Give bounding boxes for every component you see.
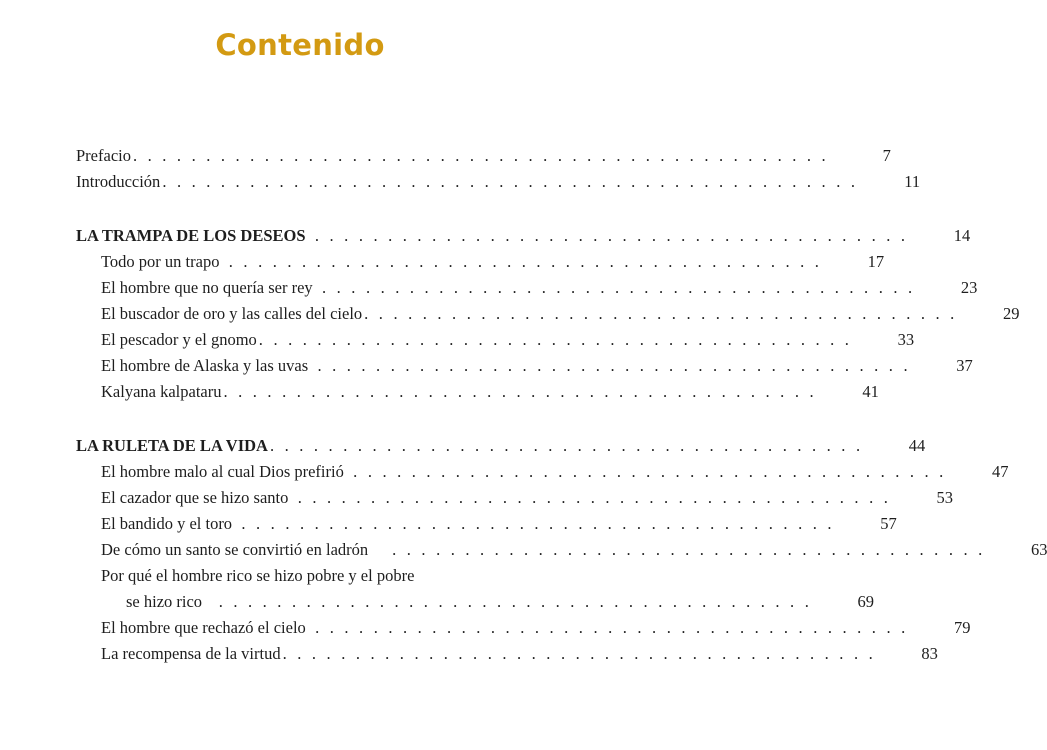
page-title: Contenido [215,28,385,62]
toc-part-page: 44 [908,436,926,455]
toc-entry[interactable] [76,249,885,275]
leader-dots: . . . . . . . . . . . . . . . . . . . . . . . . . . . . . . . . . . . . . . . . . [364,304,958,323]
toc-entry-page: 23 [960,278,978,297]
toc-entry-label: El cazador que se hizo santo [101,488,289,507]
leader-dots: . . . . . . . . . . . . . . . . . . . . . . . . . . . . . . . . . . . . . . . . . [345,462,947,481]
toc-entry-introduccion[interactable] [76,169,921,195]
leader-dots: . . . . . . . . . . . . . . . . . . . . . . . . . . . . . . . . . . . . . . . . . [310,356,911,375]
leader-dots: . . . . . . . . . . . . . . . . . . . . . . . . . . . . . . . . . . . . . . . . . [223,382,817,401]
toc-entry[interactable] [76,485,954,511]
toc-entry-page: 29 [1002,304,1020,323]
toc-entry-label: El hombre que rechazó el cielo [101,618,306,637]
toc-entry-prefacio[interactable] [76,143,891,169]
toc-entry-page: 33 [897,330,915,349]
leader-dots: . . . . . . . . . . . . . . . . . . . . . . . . . . . . . . . . . . . . . . . . . [258,330,853,349]
toc-entry-page: 47 [992,462,1009,481]
leader-dots: . . . . . . . . . . . . . . . . . . . . . . . . . . . . . . . . . . . . . . . . . [221,252,823,271]
toc-entry[interactable] [76,353,973,379]
toc-entry-page: 63 [1030,540,1047,559]
leader-dots: . . . . . . . . . . . . . . . . . . . . . . . . . . . . . . . . . . . . . . . . . [370,540,986,559]
leader-dots: . . . . . . . . . . . . . . . . . . . . . . . . . . . . . . . . . . . . . . . . . [314,278,916,297]
toc-entry-page: 83 [921,644,938,663]
toc-part-ruleta-vida[interactable] [76,433,926,459]
toc-entry-label: De cómo un santo se convirtió en ladrón [101,540,369,559]
toc-part-label: LA TRAMPA DE LOS DESEOS [76,226,306,245]
leader-dots: . . . . . . . . . . . . . . . . . . . . . . . . . . . . . . . . . . . . . . . . . . . . . . . . [132,146,829,165]
leader-dots: . . . . . . . . . . . . . . . . . . . . . . . . . . . . . . . . . . . . . . . . . [234,514,835,533]
leader-dots: . . . . . . . . . . . . . . . . . . . . . . . . . . . . . . . . . . . . . . . . . [307,618,909,637]
toc-entry-page: 11 [904,172,921,191]
toc-entry-label: El buscador de oro y las calles del cielo [101,304,363,323]
toc-entry-label: La recompensa de la virtud [101,644,281,663]
toc-entry-page: 41 [862,382,879,401]
toc-entry[interactable] [76,275,978,301]
leader-dots: . . . . . . . . . . . . . . . . . . . . . . . . . . . . . . . . . . . . . . . . . [307,226,909,245]
toc-entry[interactable] [76,615,971,641]
toc-part-label: LA RULETA DE LA VIDA [76,436,268,455]
leader-dots: . . . . . . . . . . . . . . . . . . . . . . . . . . . . . . . . . . . . . . . . . . . . . . . . [162,172,859,191]
toc-entry[interactable] [76,459,1009,485]
toc-entry-page: 57 [880,514,897,533]
toc-entry[interactable] [76,511,897,537]
toc-part-trampa-deseos[interactable] [76,223,971,249]
toc-entry[interactable] [76,563,538,589]
toc-entry-page: 37 [956,356,973,375]
toc-entry-label: El hombre de Alaska y las uvas [101,356,309,375]
toc-entry[interactable] [76,379,879,405]
toc-entry[interactable] [76,641,938,667]
toc-entry-page: 17 [867,252,885,271]
leader-dots: . . . . . . . . . . . . . . . . . . . . . . . . . . . . . . . . . . . . . . . . . [282,644,876,663]
leader-dots: . . . . . . . . . . . . . . . . . . . . . . . . . . . . . . . . . . . . . . . . . [269,436,864,455]
toc-entry-page: 53 [936,488,954,507]
toc-part-page: 14 [953,226,971,245]
toc-entry[interactable] [76,301,1020,327]
toc-entry-page: 7 [882,146,891,165]
table-of-contents [76,143,1047,667]
toc-entry-label: El bandido y el toro [101,514,233,533]
toc-entry-label-continuation: se hizo rico [126,592,203,611]
toc-entry[interactable] [76,327,915,353]
toc-entry-label: Kalyana kalpataru [101,382,222,401]
toc-entry-label: El hombre malo al cual Dios prefirió [101,462,344,481]
toc-entry-continuation[interactable] [76,589,875,615]
toc-entry-label: El pescador y el gnomo [101,330,257,349]
toc-entry-label: El hombre que no quería ser rey [101,278,313,297]
toc-entry-page: 69 [857,592,875,611]
toc-entry[interactable] [76,537,1047,563]
toc-entry-label: Todo por un trapo [101,252,220,271]
toc-entry-label: Prefacio [76,146,131,165]
toc-entry-label: Introducción [76,172,161,191]
leader-dots: . . . . . . . . . . . . . . . . . . . . . . . . . . . . . . . . . . . . . . . . . [204,592,813,611]
leader-dots: . . . . . . . . . . . . . . . . . . . . . . . . . . . . . . . . . . . . . . . . . [290,488,892,507]
toc-entry-page: 79 [953,618,971,637]
toc-entry-label: Por qué el hombre rico se hizo pobre y el pobre [101,566,415,585]
